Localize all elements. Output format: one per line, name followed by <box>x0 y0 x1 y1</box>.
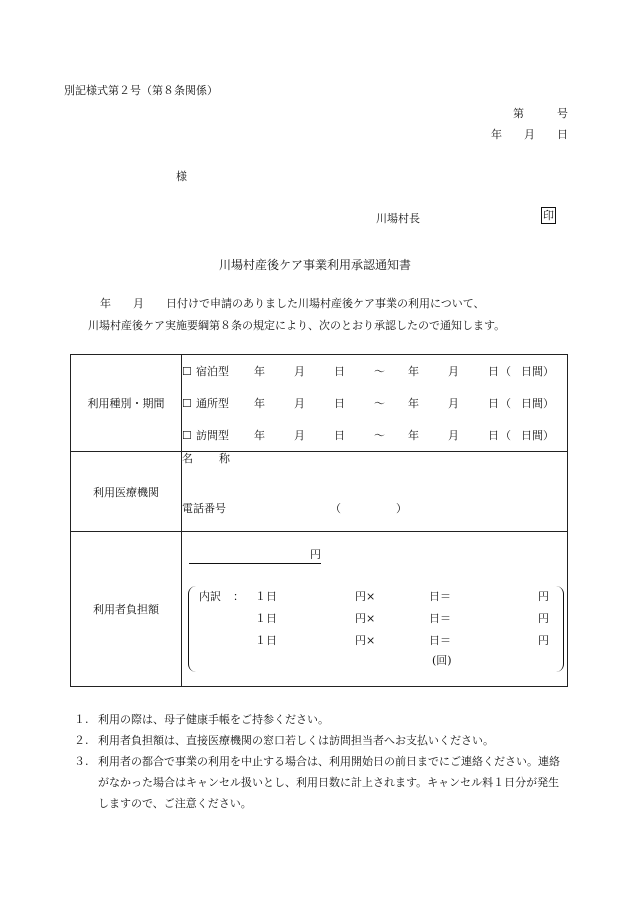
days-equals: 日＝ <box>429 612 451 625</box>
phone-open-paren: （ <box>330 501 341 515</box>
yen-result: 円 <box>538 634 549 647</box>
tilde-label: 〜 <box>374 429 385 442</box>
usage-row <box>71 355 568 452</box>
note-text: 利用の際は、母子健康手帳をご持参ください。 <box>98 713 329 726</box>
phone-close-paren: ） <box>396 501 407 515</box>
day-count: １日 <box>255 612 277 625</box>
charge-row <box>71 532 568 687</box>
days-equals: 日＝ <box>429 590 451 603</box>
usage-periods <box>182 355 568 452</box>
days-suffix: 日間） <box>521 397 554 410</box>
year-label: 年 <box>254 365 265 378</box>
notes-list <box>74 709 564 814</box>
issuer-name: 川場村長 <box>376 212 420 225</box>
charge-header: 利用者負担額 <box>71 532 182 687</box>
charge-details <box>182 532 568 687</box>
name-char-2: 称 <box>219 451 230 465</box>
year-label: 年 <box>408 429 419 442</box>
facility-details <box>182 452 568 532</box>
month-label: 月 <box>294 397 305 410</box>
type-label: 通所型 <box>196 397 229 410</box>
seal-mark: 印 <box>543 209 554 222</box>
facility-row <box>71 452 568 532</box>
intro-line-2: 川場村産後ケア実施要綱第８条の規定により、次のとおり承認したので通知します。 <box>88 319 506 332</box>
tilde-label: 〜 <box>374 365 385 378</box>
note-item <box>74 751 564 814</box>
breakdown-row <box>255 610 549 626</box>
note-text: 利用者負担額は、直接医療機関の窓口若しくは訪問担当者へお支払いください。 <box>98 734 494 747</box>
recipient-line: 様 <box>176 170 187 183</box>
month-label: 月 <box>294 429 305 442</box>
note-item <box>74 730 564 751</box>
days-equals: 日＝ <box>429 634 451 647</box>
period-line-stay <box>182 355 567 387</box>
breakdown-bracket <box>188 586 564 672</box>
facility-header: 利用医療機関 <box>71 452 182 532</box>
tilde-label: 〜 <box>374 397 385 410</box>
days-suffix: 日間） <box>521 429 554 442</box>
day-label: 日 <box>334 397 345 410</box>
times-label: (回) <box>432 654 452 667</box>
type-label: 宿泊型 <box>196 365 229 378</box>
document-number-line: 第 号 <box>513 107 568 120</box>
day-label: 日 <box>334 429 345 442</box>
breakdown-row <box>199 588 549 604</box>
form-label: 別記様式第２号（第８条関係） <box>64 84 218 97</box>
yen-times: 円× <box>355 590 376 603</box>
note-number: １. <box>74 713 89 726</box>
yen-times: 円× <box>355 612 376 625</box>
intro-line-1: 年 月 日付けで申請のありました川場村産後ケア事業の利用について、 <box>100 297 485 310</box>
note-item <box>74 709 564 730</box>
usage-header: 利用種別・期間 <box>71 355 182 452</box>
checkbox-daycare[interactable]: ☐ <box>182 396 192 410</box>
yen-times: 円× <box>355 634 376 647</box>
month-label: 月 <box>448 365 459 378</box>
month-label: 月 <box>448 397 459 410</box>
approval-table <box>70 354 568 687</box>
day-label: 日 <box>488 429 499 442</box>
note-text: 利用者の都合で事業の利用を中止する場合は、利用開始日の前日までにご連絡ください。連絡がなかった場合はキャンセル扱いとし、利用日数に計上されます。キャンセル料１日分が発生しますので、ご注意ください。 <box>98 755 560 810</box>
open-paren: （ <box>500 397 511 410</box>
facility-name-line <box>182 450 567 466</box>
month-label: 月 <box>294 365 305 378</box>
day-count: １日 <box>255 634 277 647</box>
name-char-1: 名 <box>182 451 193 465</box>
month-label: 月 <box>448 429 459 442</box>
open-paren: （ <box>500 429 511 442</box>
day-label: 日 <box>488 365 499 378</box>
checkbox-stay[interactable]: ☐ <box>182 364 192 378</box>
day-count: １日 <box>255 590 277 603</box>
day-label: 日 <box>334 365 345 378</box>
year-label: 年 <box>254 429 265 442</box>
note-number: ２. <box>74 734 89 747</box>
document-date-line: 年 月 日 <box>491 128 568 141</box>
facility-phone-line <box>182 500 567 516</box>
total-amount-line: 円 <box>189 546 321 564</box>
yen-result: 円 <box>538 590 549 603</box>
period-line-daycare <box>182 387 567 419</box>
type-label: 訪問型 <box>196 429 229 442</box>
checkbox-visit[interactable]: ☐ <box>182 428 192 442</box>
year-label: 年 <box>408 397 419 410</box>
open-paren: （ <box>500 365 511 378</box>
charge-amount-area <box>182 532 567 686</box>
days-suffix: 日間） <box>521 365 554 378</box>
note-number: ３. <box>74 755 89 768</box>
year-label: 年 <box>254 397 265 410</box>
day-label: 日 <box>488 397 499 410</box>
period-line-visit <box>182 419 567 451</box>
yen-result: 円 <box>538 612 549 625</box>
phone-label: 電話番号 <box>182 501 226 515</box>
year-label: 年 <box>408 365 419 378</box>
breakdown-label: 内訳 <box>199 590 221 603</box>
breakdown-colon: ： <box>233 590 244 603</box>
breakdown-row <box>255 632 549 648</box>
document-title: 川場村産後ケア事業利用承認通知書 <box>218 258 411 272</box>
